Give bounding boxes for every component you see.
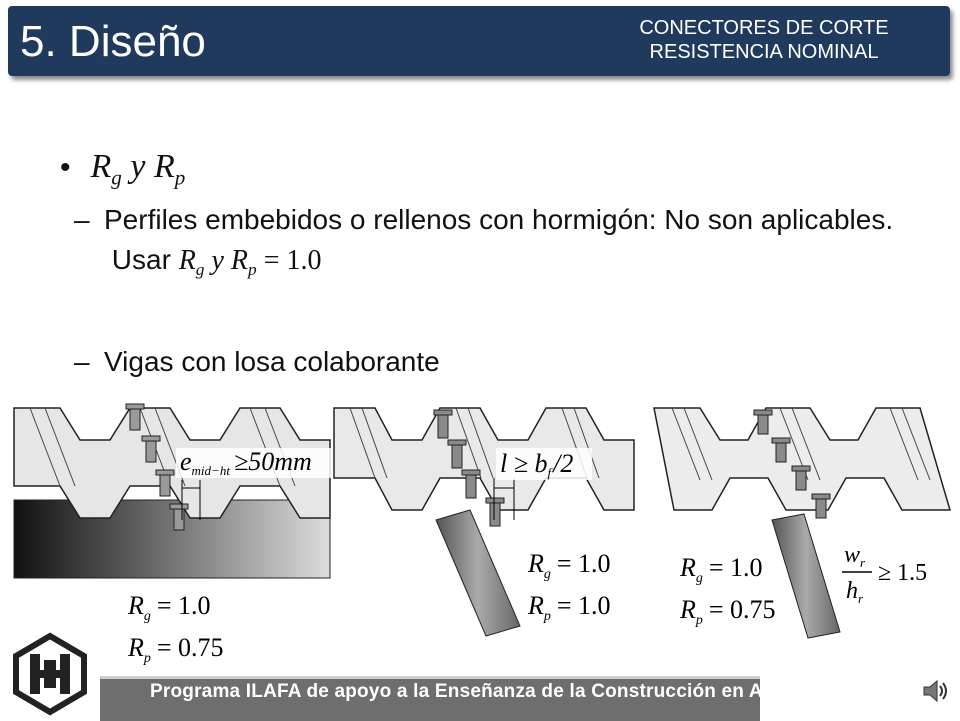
d3-ratio-eq [836, 536, 944, 606]
d2-rp-eq [527, 591, 611, 624]
d1-rp-eq [127, 633, 224, 666]
bullet-sub-g: g [111, 165, 122, 190]
bullet-r1: R [90, 148, 112, 185]
d1-annotation: emid−ht ≥50mm [180, 447, 312, 478]
footer-text: Programa ILAFA de apoyo a la Enseñanza de la Construcción en Acero [150, 681, 804, 702]
math-y: y [204, 245, 231, 276]
svg-text:hr: $h_r$ [846, 578, 864, 606]
d2-annotation: l ≥ bf/2 [500, 449, 574, 480]
bullet-heading [60, 148, 185, 190]
deck-diagram-1 [14, 404, 336, 578]
svg-text:wr: $w_r$ [844, 542, 866, 570]
math-r1: R [178, 245, 196, 276]
svg-text:Rg= 1.0: $R_g = 1.0$ [680, 553, 763, 586]
dash-1: – [74, 204, 90, 235]
sub-bullet-2-text: Vigas con losa colaborante [104, 346, 440, 377]
subtitle-line-2: RESISTENCIA NOMINAL [649, 41, 879, 63]
math-sub-g: g [195, 260, 205, 280]
subtitle-line-1: CONECTORES DE CORTE [639, 17, 889, 39]
bullet-y: y [121, 148, 154, 185]
svg-text:Rp= 1.0: $R_p = 1.0$ [528, 591, 611, 624]
d1-rg-eq [127, 591, 211, 624]
bullet-sub-p: p [174, 165, 186, 190]
d2-rg-eq [527, 549, 611, 582]
svg-text:≥ 1.5: ≥ 1.5 [878, 560, 928, 586]
math-sub-p: p [248, 260, 257, 280]
bullet-r2: R [153, 148, 175, 185]
svg-text:Rg= 1.0: $R_g = 1.0$ [528, 549, 611, 582]
footer [0, 666, 960, 720]
dash-2: – [74, 346, 90, 377]
sub-bullet-1-math [178, 245, 322, 280]
sub-bullet-2 [74, 346, 440, 378]
sub-bullet-1-usar: Usar [104, 244, 179, 275]
svg-text:Rg= 1.0: $R_g = 1.0$ [128, 591, 211, 624]
ilafa-logo-icon [8, 632, 92, 716]
bullet-dot: • [60, 151, 71, 184]
math-r2: R [230, 245, 249, 276]
svg-text:Rp= 0.75: $R_p = 0.75$ [128, 633, 224, 666]
slide-subtitle [594, 16, 934, 64]
slide-title: 5. Diseño [20, 17, 206, 66]
svg-text:Rp= 0.75: $R_p = 0.75$ [680, 595, 776, 628]
d3-rg-eq [679, 553, 763, 586]
slide-content [0, 82, 960, 402]
header [0, 0, 960, 82]
sub-bullet-1-text: Perfiles embebidos o rellenos con hormigón: No son aplicables. [104, 204, 894, 235]
deck-diagrams [0, 400, 960, 666]
header-bar [8, 6, 950, 76]
math-eq-tail: = 1.0 [256, 245, 322, 276]
d3-rp-eq [679, 595, 776, 628]
sub-bullet-1 [74, 200, 924, 290]
speaker-icon[interactable] [920, 676, 950, 706]
